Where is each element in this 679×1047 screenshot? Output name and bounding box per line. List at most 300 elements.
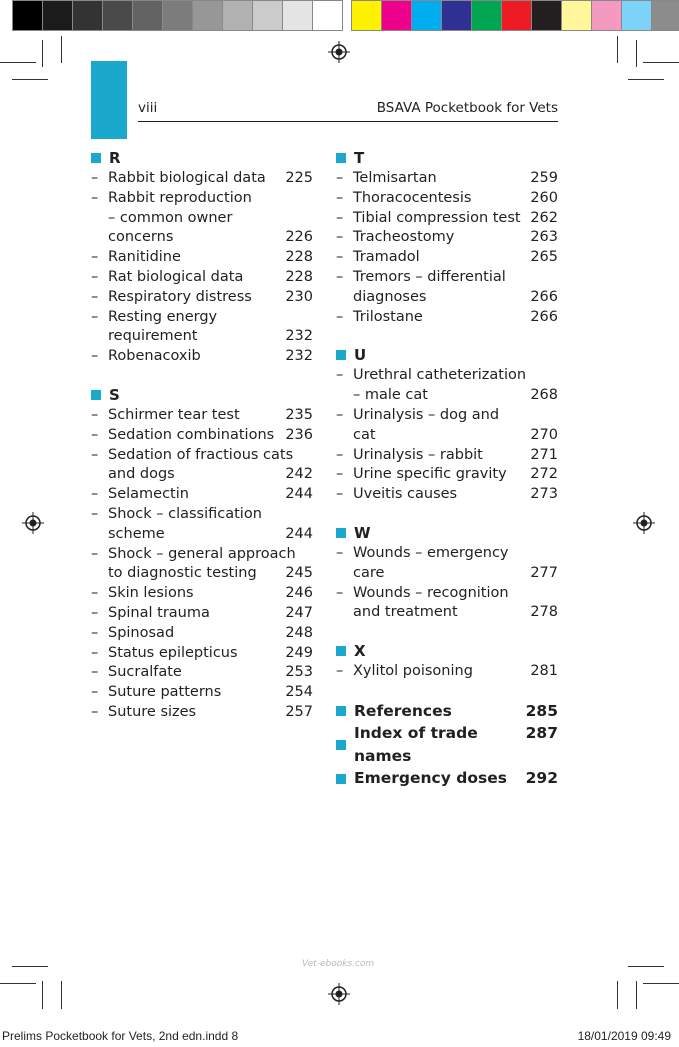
entry-line [108, 663, 313, 683]
entry-line [108, 505, 313, 525]
page-ref: 244 [285, 525, 313, 542]
bullet-square-icon [336, 646, 346, 656]
section-letter [91, 148, 313, 168]
entry-text-block [353, 366, 558, 406]
index-entry [336, 189, 558, 209]
entry-dash: – [91, 604, 99, 621]
entry-dash: – [91, 585, 99, 602]
index-entry [91, 644, 313, 664]
entry-line [108, 604, 313, 624]
index-entry [91, 248, 313, 268]
entry-line [108, 446, 313, 466]
entry-dash: – [91, 308, 99, 325]
entry-dash: – [336, 189, 344, 206]
entry-text-block [108, 189, 313, 248]
section-letter-text: R [109, 149, 121, 167]
entry-text: cat [353, 426, 376, 443]
entry-text: Shock – classification [108, 505, 262, 522]
section-letter [91, 385, 313, 405]
entry-dash: – [336, 663, 344, 680]
color-swatch [382, 1, 411, 30]
index-entry [91, 584, 313, 604]
page-ref: 265 [530, 249, 558, 266]
entry-text: Selamectin [108, 486, 189, 503]
crop-mark [617, 36, 618, 63]
entry-line [108, 465, 313, 485]
registration-mark-icon [633, 512, 655, 534]
crop-mark [61, 981, 62, 1009]
bold-index-entry [336, 700, 558, 723]
crop-mark [0, 983, 36, 984]
entry-line [353, 446, 558, 466]
index-entry [336, 268, 558, 308]
index-entry [336, 366, 558, 406]
entry-dash: – [336, 308, 344, 325]
section-letter-text: X [354, 642, 366, 661]
entry-dash: – [336, 544, 344, 561]
entry-text: Robenacoxib [108, 348, 201, 365]
index-section [336, 345, 558, 505]
entry-text-block [108, 446, 313, 486]
entry-text-block [353, 465, 558, 485]
entry-line [108, 327, 313, 347]
index-entry [91, 347, 313, 367]
entry-line [353, 584, 558, 604]
entry-line [353, 564, 558, 584]
color-swatch [622, 1, 651, 30]
page-ref: 254 [285, 684, 313, 701]
page-ref: 271 [530, 446, 558, 463]
index-entry [91, 663, 313, 683]
color-swatch [442, 1, 471, 30]
bold-index-entry [336, 767, 558, 790]
entry-line [353, 308, 558, 328]
page-ref: 228 [285, 249, 313, 266]
entry-text: Wounds – emergency [353, 544, 509, 561]
entry-text: Sedation of fractious cats [108, 446, 294, 463]
page-ref: 266 [530, 308, 558, 325]
bold-entry-text: Emergency doses [354, 769, 507, 788]
color-swatch [502, 1, 531, 30]
color-swatch [223, 1, 252, 30]
entry-text-block [108, 308, 313, 348]
entry-line [108, 189, 313, 209]
entry-dash: – [336, 268, 344, 285]
entry-line [108, 268, 313, 288]
index-section [336, 641, 558, 682]
page-ref: 232 [285, 328, 313, 345]
bold-index-entry [336, 722, 558, 767]
entry-text: Thoracocentesis [353, 189, 472, 206]
entry-text: Skin lesions [108, 585, 194, 602]
entry-line [353, 426, 558, 446]
entry-line [108, 426, 313, 446]
slug-file: Prelims Pocketbook for Vets, 2nd edn.indd 8 [2, 1029, 239, 1043]
entry-text: Shock – general approach [108, 545, 296, 562]
index-section [336, 148, 558, 327]
index-entry [91, 189, 313, 248]
entry-dash: – [336, 446, 344, 463]
entry-line [108, 228, 313, 248]
entry-text: Tibial compression test [353, 209, 521, 226]
page-ref: 262 [530, 209, 558, 226]
page-ref: 246 [285, 585, 313, 602]
entry-text: diagnoses [353, 288, 427, 305]
entry-text-block [353, 189, 558, 209]
entry-text: Urinalysis – dog and [353, 406, 500, 423]
entry-line [108, 308, 313, 328]
entry-text: Suture patterns [108, 684, 222, 701]
entry-text: Rabbit biological data [108, 170, 266, 186]
index-entry [336, 248, 558, 268]
index-entry [91, 406, 313, 426]
section-letter-text: U [354, 346, 367, 365]
entry-text: Xylitol poisoning [353, 663, 473, 680]
bold-index-entries [336, 700, 558, 790]
entry-dash: – [91, 624, 99, 641]
entry-text-block [108, 426, 313, 446]
color-swatch [13, 1, 42, 30]
entry-text: Urinalysis – rabbit [353, 446, 483, 463]
entry-dash: – [336, 209, 344, 226]
entry-dash: – [91, 446, 99, 463]
index-entry [91, 545, 313, 585]
page-ref: 245 [285, 565, 313, 582]
grayscale-swatches [12, 0, 343, 31]
color-swatch [253, 1, 282, 30]
entry-line [353, 189, 558, 209]
entry-text-block [353, 268, 558, 308]
index-entry [336, 544, 558, 584]
page-ref: 248 [285, 624, 313, 641]
entry-text-block [353, 308, 558, 328]
entry-text-block [353, 406, 558, 446]
entry-line [353, 406, 558, 426]
index-entry [91, 268, 313, 288]
index-entry [336, 209, 558, 229]
page-ref: 259 [530, 170, 558, 186]
bullet-square-icon [336, 528, 346, 538]
page-ref: 225 [285, 170, 313, 186]
color-swatch [472, 1, 501, 30]
index-entry [336, 228, 558, 248]
entry-dash: – [91, 288, 99, 305]
index-entry [91, 703, 313, 723]
entry-dash: – [91, 703, 99, 720]
section-letter-text: W [354, 523, 371, 542]
section-letter [336, 523, 558, 543]
entry-dash: – [91, 545, 99, 562]
section-tab-marker [91, 61, 127, 139]
index-column-right [336, 148, 558, 790]
entry-dash: – [91, 249, 99, 266]
color-swatch [352, 1, 381, 30]
entry-line [353, 366, 558, 386]
entry-text: Ranitidine [108, 249, 181, 266]
color-swatch [592, 1, 621, 30]
page-ref: 232 [285, 348, 313, 365]
entry-text-block [108, 505, 313, 545]
page-ref: 253 [285, 664, 313, 681]
bullet-square-icon [336, 740, 346, 750]
color-swatch [652, 1, 679, 30]
page-ref: 244 [285, 486, 313, 503]
entry-line [108, 248, 313, 268]
entry-text-block [353, 228, 558, 248]
entry-text-block [353, 446, 558, 466]
entry-dash: – [336, 486, 344, 503]
entry-dash: – [91, 505, 99, 522]
entry-line [353, 228, 558, 248]
entry-line [108, 209, 313, 229]
entry-line [108, 703, 313, 723]
entry-text-block [353, 169, 558, 189]
crop-mark [636, 40, 637, 67]
color-swatch [193, 1, 222, 30]
color-swatch [283, 1, 312, 30]
page-ref: 230 [285, 288, 313, 305]
bold-entry-text: References [354, 701, 452, 720]
page-ref: 278 [530, 604, 558, 621]
bold-entry-text: Index of trade names [354, 724, 478, 765]
entry-line [353, 603, 558, 623]
index-entry [336, 465, 558, 485]
page-ref: 272 [530, 466, 558, 483]
book-title: BSAVA Pocketbook for Vets [376, 100, 558, 116]
bold-entry-text-block [354, 767, 558, 790]
entry-text: – male cat [353, 387, 428, 404]
page-ref: 235 [285, 406, 313, 423]
entry-text-block [353, 662, 558, 682]
color-swatch [43, 1, 72, 30]
color-swatch [562, 1, 591, 30]
entry-text-block [353, 584, 558, 624]
bullet-square-icon [336, 774, 346, 784]
section-letter [336, 641, 558, 661]
entry-line [353, 169, 558, 189]
entry-dash: – [336, 406, 344, 423]
entry-dash: – [336, 466, 344, 483]
color-swatch [532, 1, 561, 30]
entry-line [353, 386, 558, 406]
entry-text-block [108, 663, 313, 683]
entry-text: Urethral catheterization [353, 367, 527, 384]
entry-line [353, 209, 558, 229]
page-ref: 257 [285, 703, 313, 720]
entry-text-block [108, 485, 313, 505]
section-letter [336, 345, 558, 365]
entry-text-block [108, 406, 313, 426]
entry-dash: – [91, 406, 99, 423]
index-entry [336, 308, 558, 328]
entry-text: Tramadol [353, 249, 420, 266]
running-header [138, 100, 558, 122]
entry-text: Telmisartan [353, 170, 437, 186]
entry-text-block [108, 644, 313, 664]
page-ref: 273 [530, 486, 558, 503]
watermark: Vet-ebooks.com [302, 959, 375, 969]
entry-text: concerns [108, 229, 174, 246]
entry-dash: – [336, 367, 344, 384]
color-swatch [133, 1, 162, 30]
print-slug [0, 1029, 673, 1043]
entry-text: Wounds – recognition [353, 584, 509, 601]
index-section [91, 148, 313, 367]
entry-text-block [108, 288, 313, 308]
color-calibration-bar [12, 0, 679, 31]
entry-dash: – [91, 486, 99, 503]
entry-text-block [108, 169, 313, 189]
entry-text: – common owner [108, 209, 233, 226]
entry-text-block [108, 624, 313, 644]
index-entry [336, 406, 558, 446]
entry-line [108, 545, 313, 565]
entry-text: and treatment [353, 604, 458, 621]
color-swatch [103, 1, 132, 30]
color-swatch [313, 1, 342, 30]
entry-text: to diagnostic testing [108, 565, 257, 582]
index-entry [91, 169, 313, 189]
crop-mark [42, 40, 43, 67]
bullet-square-icon [336, 350, 346, 360]
index-entry [336, 662, 558, 682]
index-entry [91, 624, 313, 644]
crop-mark [12, 966, 48, 967]
entry-line [353, 288, 558, 308]
entry-line [353, 465, 558, 485]
entry-text: Tracheostomy [353, 229, 455, 246]
entry-text: Uveitis causes [353, 486, 458, 503]
page-ref: 287 [525, 724, 558, 743]
bullet-square-icon [336, 153, 346, 163]
entry-text-block [108, 683, 313, 703]
index-entry [91, 446, 313, 486]
color-swatch [163, 1, 192, 30]
index-entry [91, 505, 313, 545]
page-ref: 277 [530, 564, 558, 581]
entry-line [108, 564, 313, 584]
index-entry [336, 446, 558, 466]
entry-text: Status epilepticus [108, 644, 238, 661]
page-number: viii [138, 100, 158, 116]
page-ref: 228 [285, 268, 313, 285]
entry-text-block [108, 347, 313, 367]
page-ref: 292 [525, 769, 558, 788]
entry-dash: – [336, 229, 344, 246]
entry-text: Trilostane [353, 308, 423, 325]
entry-line [108, 624, 313, 644]
entry-line [108, 584, 313, 604]
entry-line [108, 406, 313, 426]
page-ref: 249 [285, 644, 313, 661]
entry-dash: – [336, 170, 344, 186]
entry-text-block [108, 584, 313, 604]
page-ref: 236 [285, 426, 313, 443]
entry-dash: – [91, 170, 99, 186]
entry-dash: – [91, 268, 99, 285]
index-entry [336, 584, 558, 624]
entry-dash: – [91, 664, 99, 681]
entry-line [108, 485, 313, 505]
bullet-square-icon [91, 390, 101, 400]
entry-dash: – [336, 249, 344, 266]
entry-text: Spinosad [108, 624, 175, 641]
registration-mark-icon [328, 983, 350, 1005]
index-entry [91, 604, 313, 624]
page-ref: 281 [530, 663, 558, 680]
entry-text-block [353, 209, 558, 229]
crop-mark [42, 981, 43, 1009]
crop-mark [61, 36, 62, 63]
index-entry [91, 288, 313, 308]
index-entry [91, 683, 313, 703]
bold-entry-text-block [354, 722, 558, 767]
page-ref: 285 [525, 701, 558, 720]
entry-text-block [353, 248, 558, 268]
index-entry [91, 485, 313, 505]
page-ref: 260 [530, 189, 558, 206]
entry-text: Sucralfate [108, 664, 182, 681]
entry-text: Sedation combinations [108, 426, 275, 443]
page-ref: 270 [530, 426, 558, 443]
page-ref: 268 [530, 387, 558, 404]
section-letter-text: T [354, 149, 365, 167]
entry-text-block [108, 545, 313, 585]
index-entry [336, 485, 558, 505]
page-ref: 226 [285, 229, 313, 246]
section-letter-text: S [109, 385, 120, 404]
page-ref: 266 [530, 288, 558, 305]
page-ref: 247 [285, 604, 313, 621]
entry-text: Resting energy [108, 308, 218, 325]
entry-text-block [108, 703, 313, 723]
crop-mark [12, 79, 48, 80]
entry-line [108, 169, 313, 189]
index-section [91, 385, 313, 723]
bold-entry-text-block [354, 700, 558, 723]
entry-text: scheme [108, 525, 165, 542]
entry-line [353, 268, 558, 288]
index-section [336, 523, 558, 623]
entry-dash: – [91, 189, 99, 206]
entry-text: Rabbit reproduction [108, 189, 252, 206]
entry-line [108, 288, 313, 308]
registration-mark-icon [22, 512, 44, 534]
entry-dash: – [336, 584, 344, 601]
entry-text: Respiratory distress [108, 288, 252, 305]
page-ref: 242 [285, 466, 313, 483]
entry-text: Tremors – differential [353, 268, 506, 285]
crop-mark [643, 983, 679, 984]
entry-text: and dogs [108, 466, 175, 483]
entry-line [108, 683, 313, 703]
crop-mark [617, 981, 618, 1009]
color-swatch [412, 1, 441, 30]
entry-dash: – [91, 644, 99, 661]
entry-text: Schirmer tear test [108, 406, 240, 423]
entry-text-block [108, 248, 313, 268]
entry-text-block [353, 485, 558, 505]
entry-dash: – [91, 684, 99, 701]
entry-line [108, 644, 313, 664]
entry-line [108, 525, 313, 545]
index-entry [91, 308, 313, 348]
entry-text: Suture sizes [108, 703, 197, 720]
entry-text-block [353, 544, 558, 584]
page-ref: 263 [530, 229, 558, 246]
crop-mark [643, 62, 679, 63]
entry-line [353, 662, 558, 682]
